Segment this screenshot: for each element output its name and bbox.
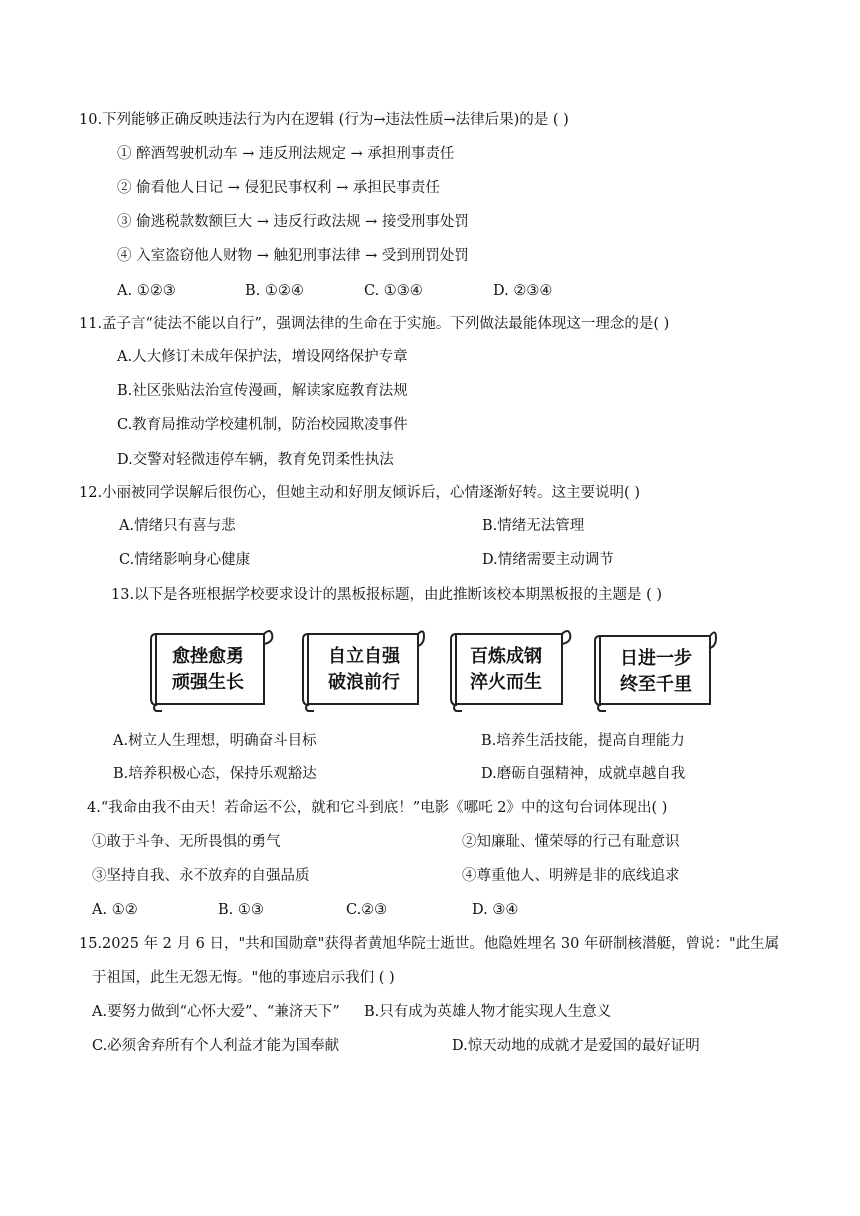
q12-option-c: C.情绪影响身心健康 xyxy=(119,552,251,568)
q11-option-d: D.交警对轻微违停车辆，教育免罚柔性执法 xyxy=(117,452,394,468)
q15-stem-line-2: 于祖国，此生无怨无悔。"他的事迹启示我们 ( ) xyxy=(92,970,395,986)
q10-choice-d: D. ②③④ xyxy=(493,283,553,299)
q13-option-a: A.树立人生理想，明确奋斗目标 xyxy=(113,733,317,749)
q14-item-4: ④尊重他人、明辨是非的底线追求 xyxy=(462,868,680,884)
q11-stem: 11.孟子言“徒法不能以自行”，强调法律的生命在于实施。下列做法最能体现这一理念的是( ) xyxy=(79,316,670,332)
q14-choice-a: A. ①② xyxy=(92,902,138,918)
q15-option-d: D.惊天动地的成就才是爱国的最好证明 xyxy=(452,1038,700,1054)
q12-option-a: A.情绪只有喜与悲 xyxy=(119,518,236,534)
q10-item-4: ④ 入室盗窃他人财物 → 触犯刑事法律 → 受到刑罚处罚 xyxy=(117,248,469,264)
q13-option-d: D.磨砺自强精神，成就卓越自我 xyxy=(481,766,686,782)
q14-choice-d: D. ③④ xyxy=(472,902,519,918)
q13-option-c: B.培养积极心态，保持乐观豁达 xyxy=(113,766,317,782)
q15-option-a: A.要努力做到“心怀大爱”、“兼济天下” xyxy=(92,1004,340,1020)
scroll-4-line-2: 终至千里 xyxy=(620,674,692,695)
scroll-2-line-1: 自立自强 xyxy=(328,646,400,667)
q15-stem-line-1: 15.2025 年 2 月 6 日，"共和国勋章"获得者黄旭华院士逝世。他隐姓埋名 30 年研制核潜艇，曾说："此生属 xyxy=(79,936,780,952)
q15-option-c: C.必须舍弃所有个人利益才能为国奉献 xyxy=(92,1038,340,1054)
q10-choice-b: B. ①②④ xyxy=(245,283,304,299)
scroll-1-line-1: 愈挫愈勇 xyxy=(172,646,244,667)
q14-choice-c: C.②③ xyxy=(346,902,388,918)
q10-item-2: ② 偷看他人日记 → 侵犯民事权利 → 承担民事责任 xyxy=(117,180,440,196)
q12-option-b: B.情绪无法管理 xyxy=(482,518,585,534)
q15-option-b: B.只有成为英雄人物才能实现人生意义 xyxy=(364,1004,612,1020)
q10-item-3: ③ 偷逃税款数额巨大 → 违反行政法规 → 接受刑事处罚 xyxy=(117,214,469,230)
q11-option-a: A.人大修订未成年保护法，增设网络保护专章 xyxy=(117,349,408,365)
q10-item-1: ① 醉酒驾驶机动车 → 违反刑法规定 → 承担刑事责任 xyxy=(117,146,455,162)
q11-option-b: B.社区张贴法治宣传漫画，解读家庭教育法规 xyxy=(117,383,408,399)
q14-item-1: ①敢于斗争、无所畏惧的勇气 xyxy=(92,834,281,850)
q10-choice-a: A. ①②③ xyxy=(117,283,176,299)
q14-item-2: ②知廉耻、懂荣辱的行己有耻意识 xyxy=(462,834,680,850)
q14-item-3: ③坚持自我、永不放弃的自强品质 xyxy=(92,868,310,884)
q13-stem: 13.以下是各班根据学校要求设计的黑板报标题，由此推断该校本期黑板报的主题是 ( ) xyxy=(111,587,663,603)
q10-choice-c: C. ①③④ xyxy=(364,283,423,299)
q11-option-c: C.教育局推动学校建机制，防治校园欺凌事件 xyxy=(117,417,408,433)
scroll-1-line-2: 顽强生长 xyxy=(172,672,244,693)
scroll-3-line-2: 淬火而生 xyxy=(470,672,542,693)
blackboard-title-scroll-3 xyxy=(450,626,574,712)
blackboard-title-scroll-1 xyxy=(150,626,274,712)
scroll-2-line-2: 破浪前行 xyxy=(328,672,400,693)
scroll-4-line-1: 日进一步 xyxy=(620,648,692,669)
q10-stem: 10.下列能够正确反映违法行为内在逻辑 (行为→违法性质→法律后果)的是 ( ) xyxy=(79,112,569,128)
q12-stem: 12.小丽被同学误解后很伤心，但她主动和好朋友倾诉后，心情逐渐好转。这主要说明( ) xyxy=(79,485,640,501)
q12-option-d: D.情绪需要主动调节 xyxy=(482,552,614,568)
q14-choice-b: B. ①③ xyxy=(218,902,264,918)
blackboard-title-scroll-2 xyxy=(302,626,426,712)
q13-option-b: B.培养生活技能，提高自理能力 xyxy=(481,733,685,749)
q14-stem: 4.“我命由我不由天！若命运不公，就和它斗到底！”电影《哪吒 2》中的这句台词体现出( ) xyxy=(87,800,668,816)
scroll-3-line-1: 百炼成钢 xyxy=(470,646,542,667)
blackboard-title-scroll-4 xyxy=(594,626,718,712)
